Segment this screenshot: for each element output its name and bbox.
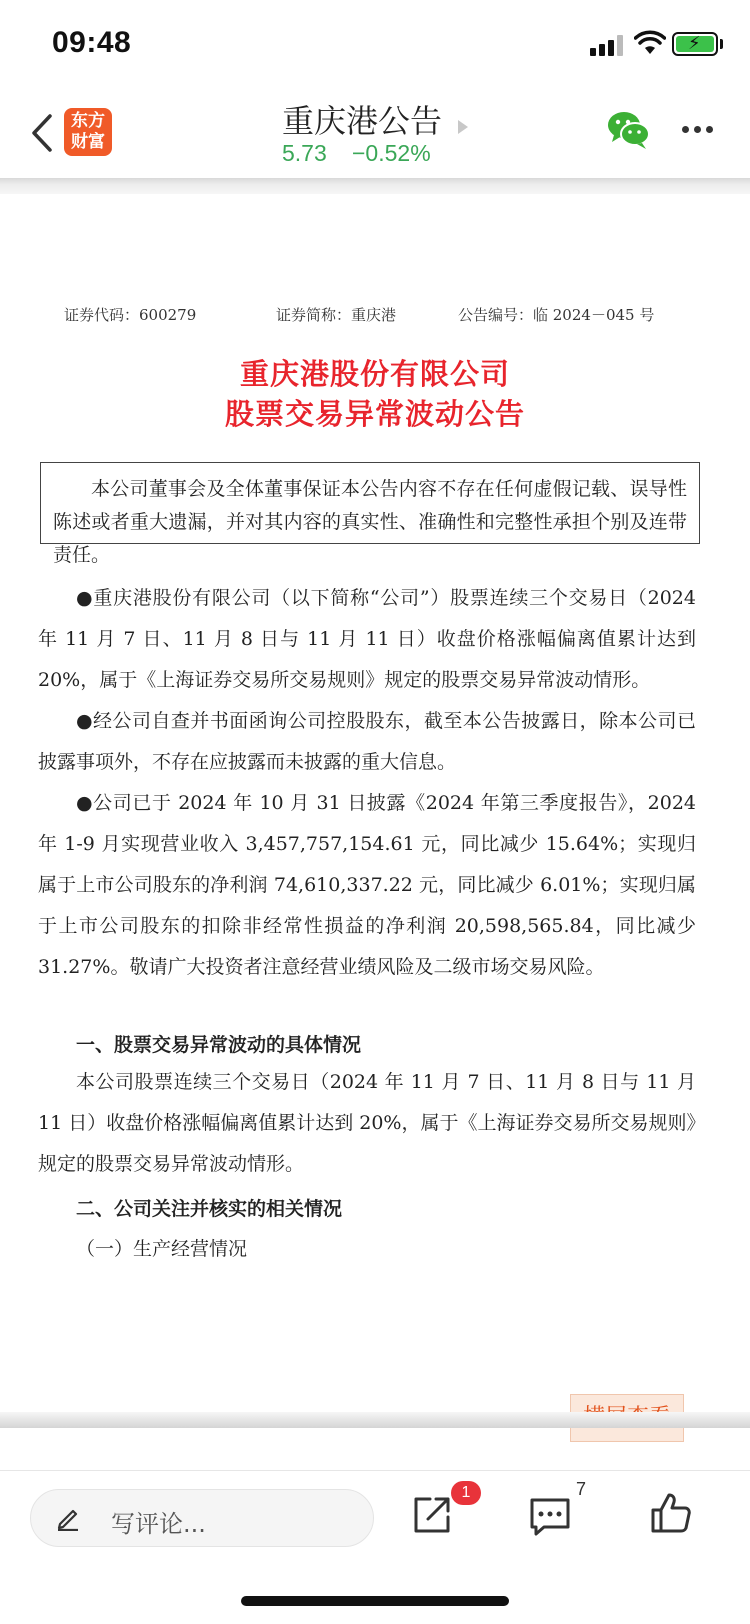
thumbs-up-icon[interactable] bbox=[650, 1491, 692, 1535]
wifi-icon bbox=[634, 30, 666, 56]
security-code: 证券代码：600279 bbox=[64, 306, 197, 324]
share-badge: 1 bbox=[451, 1481, 481, 1505]
more-dots-icon[interactable] bbox=[680, 124, 716, 136]
section-title-1: 一、股票交易异常波动的具体情况 bbox=[76, 1034, 362, 1056]
doc-title-line2: 股票交易异常波动公告 bbox=[224, 397, 525, 431]
document-bottom-divider bbox=[0, 1412, 750, 1428]
bullet-paragraph-3: ●公司已于 2024 年 10 月 31 日披露《2024 年第三季度报告》，2024 年 1-9 月实现营业收入 3,457,757,154.61 元，同比减少 15.64%；实现归属于上市公司股东的净利润 74,610,337.22 元，同比减少 6.01%；实现归属于上市公司股东的扣除非经常性损益的净利润 20,598,565.84，同比减少 31.27%。敬请广大投资者注意经营业绩风险及二级市场交易风险。 bbox=[38, 792, 696, 978]
page-title[interactable]: 重庆港公告 bbox=[282, 102, 443, 140]
announcement-document[interactable] bbox=[0, 194, 750, 1412]
doc-title-line1: 重庆港股份有限公司 bbox=[239, 357, 510, 391]
share-icon[interactable] bbox=[410, 1493, 454, 1537]
notice-text: 本公司董事会及全体董事保证本公告内容不存在任何虚假记载、误导性陈述或者重大遗漏，并对其内容的真实性、准确性和完整性承担个别及连带责任。 bbox=[53, 478, 687, 566]
logo-line1: 东方 bbox=[71, 111, 105, 131]
logo-line2: 财富 bbox=[71, 132, 105, 152]
home-indicator bbox=[241, 1596, 509, 1606]
signal-icon bbox=[590, 34, 626, 56]
title-arrow-icon[interactable] bbox=[458, 120, 468, 134]
stock-change: −0.52% bbox=[352, 140, 431, 166]
bullet-paragraph-2: ●经公司自查并书面函询公司控股股东，截至本公告披露日，除本公司已披露事项外，不存在应披露而未披露的重大信息。 bbox=[38, 710, 696, 773]
status-bar bbox=[0, 0, 750, 88]
subsection-title-1: （一）生产经营情况 bbox=[76, 1238, 248, 1260]
section-title-2: 二、公司关注并核实的相关情况 bbox=[76, 1198, 343, 1220]
comment-input[interactable] bbox=[30, 1489, 374, 1547]
pencil-icon bbox=[55, 1505, 81, 1531]
notice-box bbox=[40, 462, 700, 566]
announcement-number: 公告编号：临 2024－045 号 bbox=[458, 306, 655, 324]
comment-count: 7 bbox=[576, 1479, 587, 1499]
security-short-name: 证券简称：重庆港 bbox=[276, 306, 397, 324]
wechat-icon[interactable] bbox=[606, 108, 652, 152]
header-divider bbox=[0, 178, 750, 194]
app-header bbox=[0, 88, 750, 180]
back-chevron-icon[interactable] bbox=[24, 110, 64, 156]
section-body-1: 本公司股票连续三个交易日（2024 年 11 月 7 日、11 月 8 日与 11 月 11 日）收盘价格涨幅偏离值累计达到 20%，属于《上海证券交易所交易规则》规定的股票交易异常波动情形。 bbox=[38, 1071, 696, 1175]
comment-placeholder: 写评论... bbox=[111, 1510, 206, 1538]
comment-icon[interactable] bbox=[528, 1495, 572, 1537]
app-logo[interactable] bbox=[64, 108, 112, 156]
status-time: 09:48 bbox=[52, 26, 132, 59]
bullet-paragraph-1: ●重庆港股份有限公司（以下简称“公司”）股票连续三个交易日（2024 年 11 月 7 日、11 月 8 日与 11 月 11 日）收盘价格涨幅偏离值累计达到 20%，属于《上海证券交易所交易规则》规定的股票交易异常波动情形。 bbox=[38, 587, 696, 691]
battery-nub bbox=[720, 39, 723, 49]
battery-icon: ⚡ bbox=[672, 32, 718, 56]
stock-price: 5.73 bbox=[282, 140, 327, 166]
